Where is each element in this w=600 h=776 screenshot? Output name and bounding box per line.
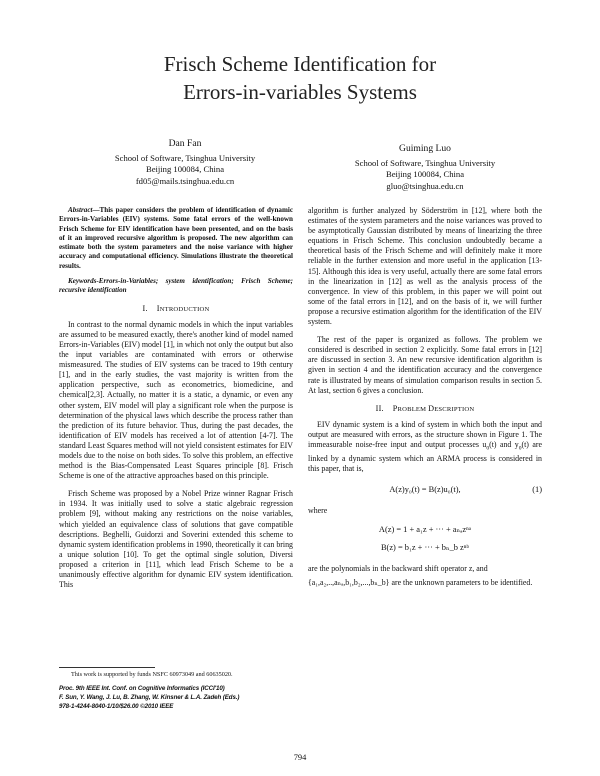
right-column: [308, 206, 542, 588]
right-paragraph-2: The rest of the paper is organized as follows. The problem we considered is described in section 2 explicitly. Some fatal errors in [12] are discussed in section 3. An new recursive identification algorithm is given in section 4 and the identification accuracy and the convergence rate is illustrated by means of simulation comparison results in section 5. At last, section 6 gives a conclusion.: [308, 335, 542, 395]
section-heading-introduction: [59, 304, 293, 315]
author-block-2: [300, 143, 550, 192]
section-title-rest: NTRODUCTION: [159, 305, 210, 313]
parameter-set-text: are the unknown parameters to be identified.: [391, 578, 533, 588]
paper-title: [0, 50, 600, 106]
proceedings-line-2: F. Sun, Y. Wang, J. Lu, B. Zhang, W. Kinsner & L.A. Zadeh (Eds.): [59, 693, 240, 701]
abstract-lead: Abstract: [68, 206, 93, 214]
problem-text-mid: (t) and y: [489, 439, 519, 449]
author-address: Beijing 100084, China: [385, 169, 465, 180]
parameter-set: {a₁,a₂,..,aₙₐ,b₁,b₂,...,bₙ_b}: [308, 578, 390, 588]
equation-B: [308, 542, 542, 554]
equation-1-number: (1): [532, 484, 542, 494]
equation-A: [308, 524, 542, 536]
equation-1: [308, 484, 542, 496]
problem-paragraph: EIV dynamic system is a kind of system in which both the input and output are measured with errors, as the structure shown in Figure 1. The immeasurable noise-free input and output processes $u_0(t)$ and $y_0(t)$ are linked by a dynamic system which an ARMA process is considered in this paper, that is,: [308, 419, 542, 473]
right-paragraph-1: algorithm is further analyzed by Söderström in [12], where both the estimates of the system parameters and the noise variances was proved to be asymptotically Gaussian distributed by means of linearizing the three equations in Frisch Scheme. This conclusion undoubtedly became a theoretical basis of the Frisch Scheme and will definitely make it more reliable in the further extension and more useful in the application [13-15]. Although this idea is very useful, actually there are some fatal errors in the linearization in [12] as well as the analysis process of the convergence. In view of this problem, in this paper we will point out some of the fatal errors in [12], and on the basis of it, we will further propose a recursive estimation algorithm for the identification of the EIV system.: [308, 206, 542, 327]
author-affiliation: School of Software, Tsinghua University: [114, 152, 256, 163]
author-email: gluo@tsinghua.edu.cn: [386, 180, 464, 191]
left-column: [59, 206, 293, 590]
author-name: Dan Fan: [168, 138, 202, 149]
author-block-1: [60, 138, 310, 187]
author-email: fd05@mails.tsinghua.edu.cn: [135, 175, 235, 186]
section-heading-problem-description: [308, 404, 542, 415]
abstract: [59, 206, 293, 271]
proceedings-info: [59, 685, 239, 711]
intro-paragraph-2: Frisch Scheme was proposed by a Nobel Prize winner Ragnar Frisch in 1934. It was initially used to solve a static algebraic regression problem [9], without making any restrictions on the noise variables, which yielded an equivalence class of solutions that gave compatible descriptions. Beghelli, Guidorzi and Soverini extended this scheme to dynamic system identification problems in 1990, theoretically it can bring a unique solution [10]. To get the optimal single solution, Diversi proposed a criterion in [11], which lead Frisch Scheme to be a unanimously effective algorithm for dynamic EIV system identification. This: [59, 489, 293, 590]
section-initial: I: [156, 303, 160, 313]
section-title-rest-2: ESCRIPTION: [434, 405, 475, 413]
parameter-set-paragraph: [308, 578, 542, 588]
author-affiliation: School of Software, Tsinghua University: [354, 157, 496, 168]
keywords: Keywords-Errors-in-Variables; system identification; Frisch Scheme; recursive identification: [59, 277, 293, 295]
problem-text-start: EIV dynamic system is a kind of system in which both the input and output are measured with errors, as the structure shown in Figure 1. The immeasurable noise-free input and output processes u: [308, 419, 542, 449]
section-initial: P: [392, 403, 398, 413]
title-line-1: Frisch Scheme Identification for: [163, 52, 437, 76]
abstract-text: —This paper considers the problem of identification of dynamic Errors-in-Variables (EIV) systems. Some fatal errors of the well-known Frisch Scheme for EIV identification have been presented, and on the basis of it an improved recursive algorithm is proposed. The new algorithm can estimate both the system parameters and the noise variance with higher accuracy and computational efficiency. Simulations illustrate the theoretical results.: [59, 206, 293, 270]
author-name: Guiming Luo: [399, 143, 451, 154]
equation-A-body: A(z) = 1 + a₁z + ··· + aₙₐzⁿᵃ: [378, 524, 472, 534]
footnote-rule: [59, 667, 155, 668]
page-number: 794: [293, 753, 307, 762]
equation-1-body: A(z)y₀(t) = B(z)u₀(t),: [389, 484, 461, 494]
title-line-2: Errors-in-variables Systems: [183, 80, 417, 104]
equation-B-body: B(z) = b₁z + ··· + bₙ_b zⁿᵇ: [380, 542, 470, 552]
after-equations-text: are the polynomials in the backward shift operator z, and: [308, 563, 488, 573]
proceedings-line-1: Proc. 9th IEEE Int. Conf. on Cognitive Informatics (ICCI'10): [59, 685, 225, 692]
section-number: II.: [375, 403, 384, 413]
section-initial-2: D: [428, 403, 435, 413]
author-address: Beijing 100084, China: [145, 164, 225, 175]
funding-footnote: This work is supported by funds NSFC 60973049 and 60635020.: [71, 671, 233, 678]
section-title-rest: ROBLEM: [397, 405, 429, 413]
section-number: I.: [142, 303, 148, 313]
where-label: where: [308, 505, 328, 515]
proceedings-line-3: 978-1-4244-8040-1/10/$26.00 ©2010 IEEE: [59, 702, 174, 710]
intro-paragraph-1: In contrast to the normal dynamic models in which the input variables are assumed to be measured exactly, there's another kind of model named Errors-in-Variables (EIV) model [1], in which not only the output but also the input variables are contaminated with errors or otherwise mismeasured. The studies of EIV systems can be traced to 19th century [1], and in the early studies, the vast majority is written from the application perspective, such as econometrics, biomedicine, and chemical[2,3]. Actually, no matter it is a static, a dynamic, or even any other system, EIV model will play a significant role when the purpose is determination of the physical laws which describe the process rather than the prediction of its future behavior. Thus, during the past decades, the identification of EIV models has received a lot of attention [4-7]. The standard Least Squares method will not yield consistent estimates for EIV models due to the noise on both sides. To solve this problem, an effective method is the Bias-Compensated Least Squares principle [8]. Frisch Scheme is one of the attractive approaches based on this principle.: [59, 319, 293, 481]
problem-text-end: (t) are linked by a dynamic system which an ARMA process is considered in this paper, that is,: [308, 439, 542, 473]
